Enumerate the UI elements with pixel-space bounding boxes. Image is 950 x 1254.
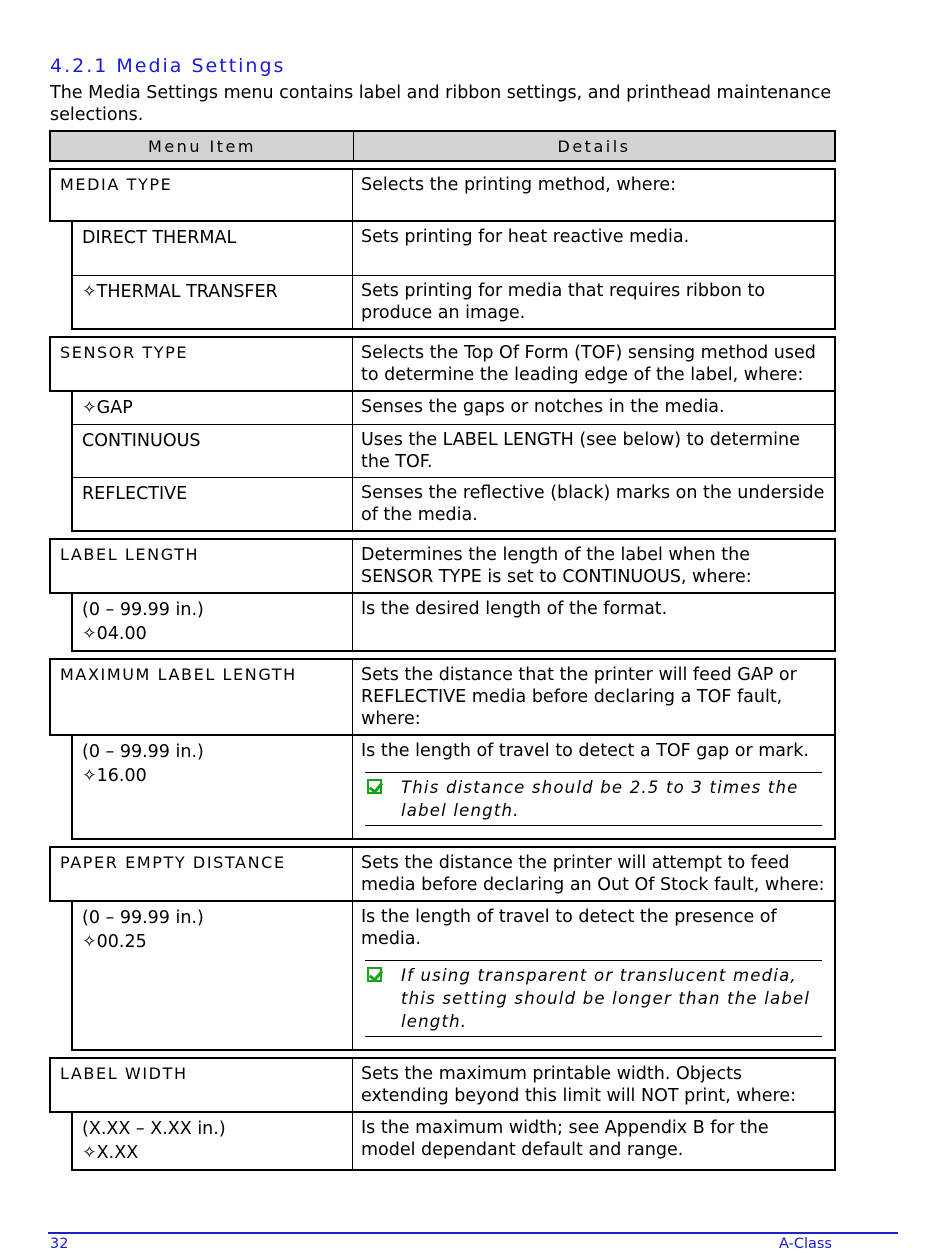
option-range: (0 – 99.99 in.) [82, 908, 204, 928]
option-details: Is the maximum width; see Appendix B for the model dependant default and range. [361, 1118, 769, 1160]
option-details: Sets printing for media that requires ribbon to produce an image. [361, 281, 766, 323]
sub-options [71, 1113, 836, 1171]
option-details: Sets printing for heat reactive media. [361, 227, 690, 247]
note-text: If using transparent or translucent media, this setting should be longer than the label length. [401, 966, 811, 1031]
sub-options [71, 222, 836, 330]
option-range: (0 – 99.99 in.) [82, 742, 204, 762]
option-name [73, 478, 353, 530]
option-line: REFLECTIVE [82, 484, 188, 504]
sub-options [71, 392, 836, 532]
option-name [73, 1113, 353, 1169]
note [365, 960, 822, 1037]
option-details: Is the length of travel to detect the presence of media. [361, 907, 777, 949]
option-row [73, 902, 834, 1049]
option-range: (0 – 99.99 in.) [82, 600, 204, 620]
option-name [73, 222, 353, 275]
menu-item-row [49, 1057, 836, 1113]
menu-item-details: Selects the Top Of Form (TOF) sensing method used to determine the leading edge of the label, where: [361, 343, 816, 385]
option-name [73, 392, 353, 424]
product-name: A-Class [779, 1236, 832, 1252]
option-name [73, 902, 353, 1049]
option-default: ✧04.00 [82, 624, 147, 644]
option-line: ✧GAP [82, 398, 133, 418]
option-default: ✧16.00 [82, 766, 147, 786]
note [365, 772, 822, 826]
option-details: Senses the reflective (black) marks on the underside of the media. [361, 483, 825, 525]
option-details: Senses the gaps or notches in the media. [361, 397, 725, 417]
option-row [73, 424, 834, 477]
note-text: This distance should be 2.5 to 3 times the label length. [401, 778, 799, 820]
checkbox-checked-icon [367, 779, 382, 794]
option-row [73, 477, 834, 530]
option-details: Is the desired length of the format. [361, 599, 668, 619]
option-details: Uses the LABEL LENGTH (see below) to determine the TOF. [361, 430, 800, 472]
option-details: Is the length of travel to detect a TOF gap or mark. [361, 741, 809, 761]
header-details: Details [557, 136, 631, 156]
option-line: ✧THERMAL TRANSFER [82, 282, 278, 302]
menu-item-row [49, 658, 836, 736]
menu-item-name: MEDIA TYPE [51, 170, 353, 220]
option-row [73, 1113, 834, 1169]
checkbox-checked-icon [367, 967, 382, 982]
intro-paragraph: The Media Settings menu contains label and ribbon settings, and printhead maintenance selections. [50, 83, 832, 125]
option-details-cell [353, 736, 834, 838]
option-name [73, 594, 353, 650]
menu-item-details: Sets the distance that the printer will feed GAP or REFLECTIVE media before declaring a TOF fault, where: [361, 665, 797, 729]
option-default: ✧X.XX [82, 1143, 139, 1163]
option-row [73, 275, 834, 328]
menu-item-name: MAXIMUM LABEL LENGTH [51, 660, 353, 734]
option-row [73, 392, 834, 424]
sub-options [71, 736, 836, 840]
menu-item-name: LABEL LENGTH [51, 540, 353, 592]
group-media-type [49, 168, 836, 330]
menu-item-row [49, 168, 836, 222]
option-line: DIRECT THERMAL [82, 228, 237, 248]
option-name [73, 425, 353, 477]
menu-item-row [49, 538, 836, 594]
menu-item-row [49, 846, 836, 902]
option-range: (X.XX – X.XX in.) [82, 1119, 226, 1139]
group-label-length [49, 538, 836, 652]
menu-item-name: LABEL WIDTH [51, 1059, 353, 1111]
group-sensor-type [49, 336, 836, 532]
option-name [73, 276, 353, 328]
footer-divider [48, 1232, 898, 1234]
table-header [49, 130, 836, 162]
option-name [73, 736, 353, 838]
section-heading: 4.2.1 Media Settings [50, 55, 286, 77]
option-default: ✧00.25 [82, 932, 147, 952]
header-menu-item: Menu Item [51, 132, 354, 160]
option-row [73, 222, 834, 275]
sub-options [71, 902, 836, 1051]
page-number: 32 [50, 1236, 69, 1252]
menu-item-name: PAPER EMPTY DISTANCE [51, 848, 353, 900]
menu-item-details: Determines the length of the label when the SENSOR TYPE is set to CONTINUOUS, where: [361, 545, 752, 587]
menu-item-row [49, 336, 836, 392]
group-maximum-label-length [49, 658, 836, 840]
menu-item-name: SENSOR TYPE [51, 338, 353, 390]
group-paper-empty-distance [49, 846, 836, 1051]
menu-item-details: Sets the maximum printable width. Objects extending beyond this limit will NOT print, where: [361, 1064, 796, 1106]
group-label-width [49, 1057, 836, 1171]
option-details-cell [353, 902, 834, 1049]
menu-item-details: Selects the printing method, where: [361, 175, 677, 195]
media-settings-table [49, 130, 836, 1171]
option-row [73, 736, 834, 838]
option-line: CONTINUOUS [82, 431, 201, 451]
menu-item-details: Sets the distance the printer will attempt to feed media before declaring an Out Of Stock fault, where: [361, 853, 825, 895]
option-row [73, 594, 834, 650]
sub-options [71, 594, 836, 652]
